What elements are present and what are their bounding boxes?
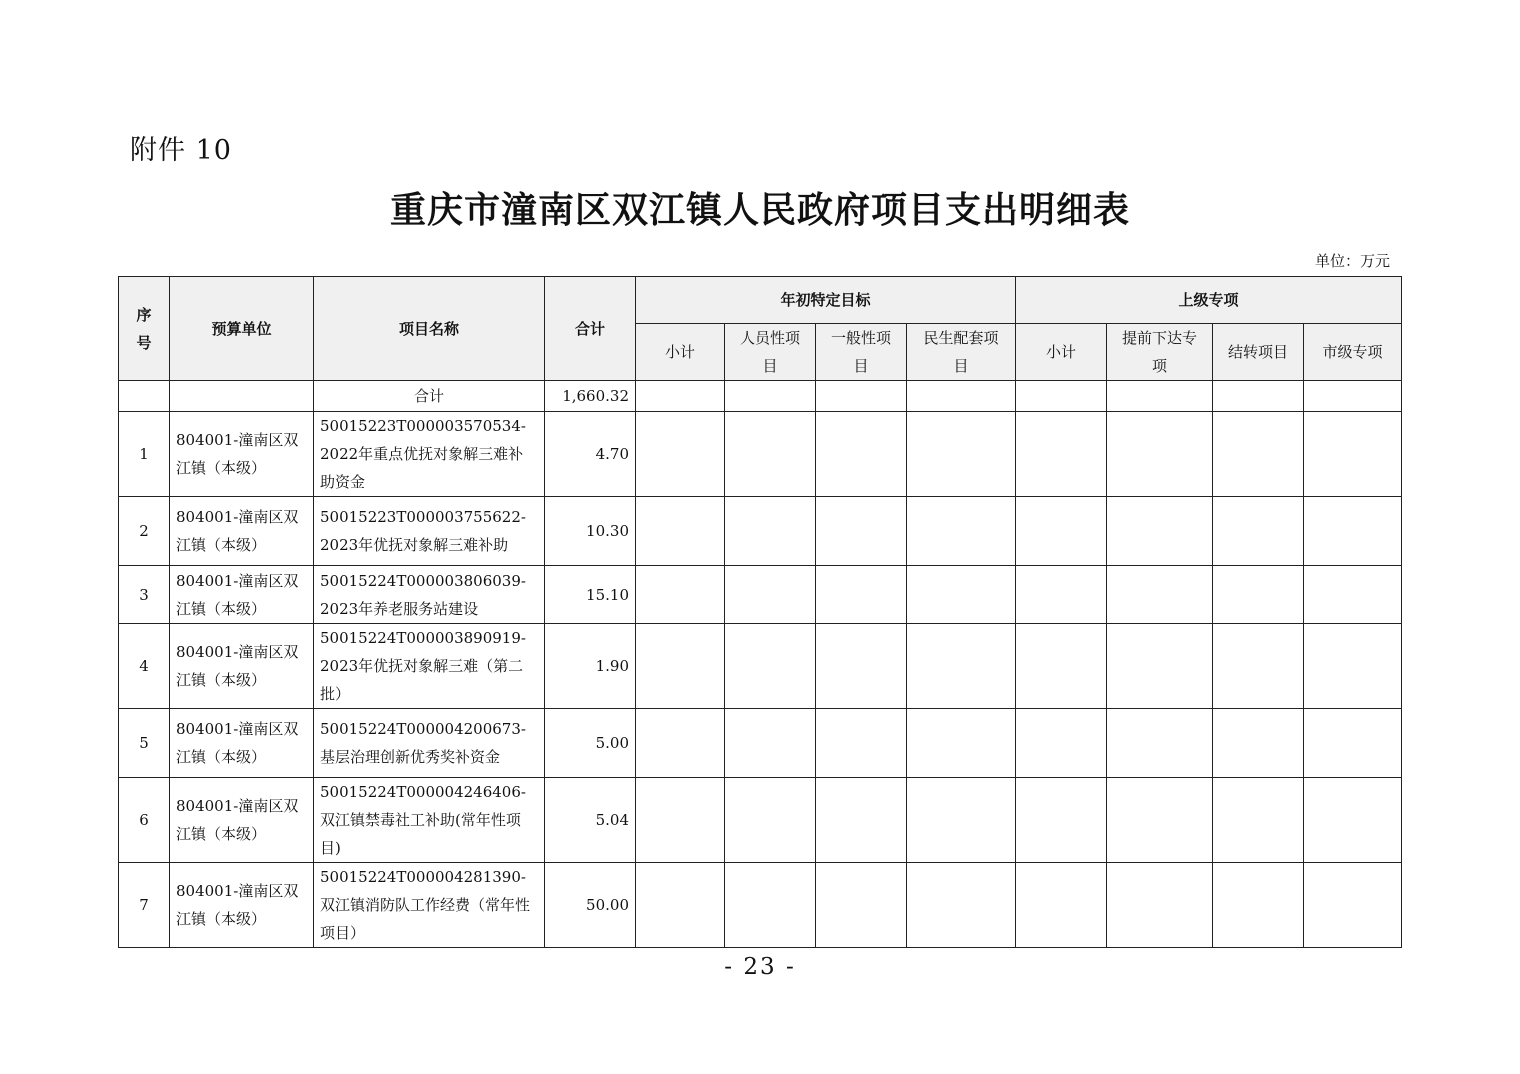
table-cell <box>725 381 816 412</box>
header-total: 合计 <box>545 277 636 381</box>
row-project: 50015223T000003570534-2022年重点优抚对象解三难补助资金 <box>314 412 545 497</box>
page-number: - 23 - <box>724 954 796 980</box>
table-cell <box>725 709 816 778</box>
table-cell <box>907 624 1016 709</box>
table-cell <box>725 624 816 709</box>
row-project: 50015223T000003755622-2023年优抚对象解三难补助 <box>314 497 545 566</box>
header-subtotal-superior: 小计 <box>1016 324 1107 381</box>
row-seq: 4 <box>119 624 170 709</box>
row-total: 4.70 <box>545 412 636 497</box>
table-cell <box>636 709 725 778</box>
header-city: 市级专项 <box>1304 324 1402 381</box>
table-cell <box>725 778 816 863</box>
table-cell <box>1213 566 1304 624</box>
table-cell <box>1016 709 1107 778</box>
header-livelihood: 民生配套项目 <box>907 324 1016 381</box>
table-cell <box>816 709 907 778</box>
row-seq: 1 <box>119 412 170 497</box>
table-cell <box>1107 778 1213 863</box>
header-personnel: 人员性项目 <box>725 324 816 381</box>
table-row <box>119 566 1402 624</box>
table-cell <box>636 381 725 412</box>
header-carryover: 结转项目 <box>1213 324 1304 381</box>
header-subtotal-initial: 小计 <box>636 324 725 381</box>
table-cell <box>636 566 725 624</box>
table-cell <box>1016 566 1107 624</box>
table-cell <box>907 778 1016 863</box>
table-cell <box>1107 709 1213 778</box>
table-cell <box>170 381 314 412</box>
table-cell <box>1107 624 1213 709</box>
table-cell <box>907 381 1016 412</box>
row-total: 1.90 <box>545 624 636 709</box>
header-general: 一般性项目 <box>816 324 907 381</box>
table-row <box>119 709 1402 778</box>
header-group-initial: 年初特定目标 <box>636 277 1016 324</box>
row-project: 50015224T000004281390-双江镇消防队工作经费（常年性项目） <box>314 863 545 948</box>
table-cell <box>1016 863 1107 948</box>
header-seq: 序号 <box>119 277 170 381</box>
table-cell <box>725 412 816 497</box>
table-cell <box>1304 624 1402 709</box>
table-cell <box>907 863 1016 948</box>
table-cell <box>816 566 907 624</box>
table-cell <box>816 497 907 566</box>
table-cell <box>1304 709 1402 778</box>
table-cell <box>725 497 816 566</box>
row-project: 50015224T000004246406-双江镇禁毒社工补助(常年性项目) <box>314 778 545 863</box>
row-total: 10.30 <box>545 497 636 566</box>
table-cell <box>1016 778 1107 863</box>
table-cell <box>816 778 907 863</box>
table-cell <box>1016 497 1107 566</box>
total-value: 1,660.32 <box>545 381 636 412</box>
total-label: 合计 <box>314 381 545 412</box>
table-cell <box>816 624 907 709</box>
table-cell <box>1016 412 1107 497</box>
header-unit: 预算单位 <box>170 277 314 381</box>
table-cell <box>636 497 725 566</box>
table-cell <box>1107 381 1213 412</box>
row-unit: 804001-潼南区双江镇（本级） <box>170 497 314 566</box>
table-cell <box>636 778 725 863</box>
row-total: 50.00 <box>545 863 636 948</box>
row-unit: 804001-潼南区双江镇（本级） <box>170 624 314 709</box>
table-row <box>119 497 1402 566</box>
table-cell <box>1107 412 1213 497</box>
table-cell <box>907 566 1016 624</box>
row-total: 15.10 <box>545 566 636 624</box>
table-row <box>119 778 1402 863</box>
table-cell <box>907 412 1016 497</box>
header-advance: 提前下达专项 <box>1107 324 1213 381</box>
row-seq: 6 <box>119 778 170 863</box>
table-cell <box>636 412 725 497</box>
row-project: 50015224T000004200673-基层治理创新优秀奖补资金 <box>314 709 545 778</box>
total-row <box>119 381 1402 412</box>
table-row <box>119 412 1402 497</box>
table-cell <box>1213 412 1304 497</box>
table-cell <box>725 863 816 948</box>
table-cell <box>636 863 725 948</box>
header-group-superior: 上级专项 <box>1016 277 1402 324</box>
table-cell <box>1213 709 1304 778</box>
table-cell <box>1304 381 1402 412</box>
table-cell <box>119 381 170 412</box>
table-cell <box>1213 624 1304 709</box>
table-row <box>119 624 1402 709</box>
attachment-label: 附件 10 <box>130 135 232 166</box>
table-cell <box>816 412 907 497</box>
table-cell <box>1304 412 1402 497</box>
row-project: 50015224T000003890919-2023年优抚对象解三难（第二批） <box>314 624 545 709</box>
table-cell <box>1016 381 1107 412</box>
table-row <box>119 863 1402 948</box>
table-cell <box>1304 566 1402 624</box>
row-unit: 804001-潼南区双江镇（本级） <box>170 412 314 497</box>
table-cell <box>1107 497 1213 566</box>
row-seq: 5 <box>119 709 170 778</box>
table-cell <box>907 497 1016 566</box>
row-seq: 3 <box>119 566 170 624</box>
header-project: 项目名称 <box>314 277 545 381</box>
row-unit: 804001-潼南区双江镇（本级） <box>170 863 314 948</box>
row-unit: 804001-潼南区双江镇（本级） <box>170 709 314 778</box>
table-cell <box>1107 863 1213 948</box>
row-unit: 804001-潼南区双江镇（本级） <box>170 778 314 863</box>
table-cell <box>1213 497 1304 566</box>
table-cell <box>1304 778 1402 863</box>
table-cell <box>636 624 725 709</box>
table-cell <box>1107 566 1213 624</box>
table-cell <box>1304 497 1402 566</box>
row-seq: 2 <box>119 497 170 566</box>
table-cell <box>1213 381 1304 412</box>
table-cell <box>725 566 816 624</box>
row-unit: 804001-潼南区双江镇（本级） <box>170 566 314 624</box>
table-cell <box>1213 863 1304 948</box>
row-seq: 7 <box>119 863 170 948</box>
row-total: 5.00 <box>545 709 636 778</box>
table-header <box>119 277 1402 381</box>
page-title: 重庆市潼南区双江镇人民政府项目支出明细表 <box>389 189 1130 231</box>
table-cell <box>1213 778 1304 863</box>
unit-note: 单位：万元 <box>1314 252 1390 270</box>
row-project: 50015224T000003806039-2023年养老服务站建设 <box>314 566 545 624</box>
table-cell <box>907 709 1016 778</box>
table-cell <box>1016 624 1107 709</box>
row-total: 5.04 <box>545 778 636 863</box>
table-cell <box>1304 863 1402 948</box>
table-cell <box>816 381 907 412</box>
expenditure-table <box>118 276 1402 948</box>
table-cell <box>816 863 907 948</box>
